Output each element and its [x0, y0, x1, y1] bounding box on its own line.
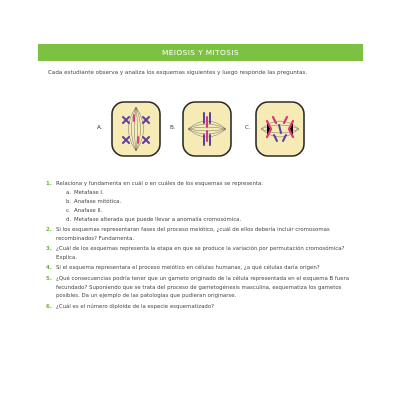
figure-label-c: C.	[245, 125, 251, 131]
question-item	[46, 245, 362, 263]
question-item	[46, 303, 362, 312]
question-text: Si el esquema representara el proceso meiótico en células humanas, ¿a qué células daría origen?	[56, 265, 320, 272]
question-number: 5.	[46, 275, 52, 282]
question-item	[46, 264, 362, 273]
title-banner	[38, 44, 363, 61]
sub-item-text: Metafase alterada que puede llevar a anomalía cromosómica.	[74, 216, 242, 223]
question-text: ¿Cuál es el número diploide de la especie esquematizado?	[56, 303, 214, 310]
sub-item-text: Anafase mitótica.	[74, 198, 122, 205]
question-text	[56, 180, 362, 225]
question-list	[46, 180, 362, 313]
cell-membrane	[112, 102, 160, 156]
sub-item	[56, 189, 362, 198]
question-number: 4.	[46, 265, 52, 272]
figure-label-a: A.	[97, 125, 103, 131]
cell-diagram-a	[109, 99, 163, 159]
question-number: 6.	[46, 303, 52, 310]
question-number: 2.	[46, 226, 52, 233]
question-text: Si los esquemas representaran fases del proceso meiótico, ¿cuál de ellos debería incluir cromosomas recombinados? Fundamenta.	[56, 226, 330, 242]
cell-diagram-c	[253, 99, 307, 159]
sub-item	[56, 198, 362, 207]
sub-item	[56, 216, 362, 225]
cell-membrane	[183, 102, 231, 156]
question-number: 3.	[46, 246, 52, 253]
figure-label-b: B.	[170, 125, 176, 131]
sub-item-letter: b.	[66, 198, 72, 205]
sub-item-text: Anafase II.	[74, 207, 103, 214]
question-text: ¿Qué consecuencias podría tener que un gameto originado de la célula representada en el esquema B fuera fecundado? Suponiendo que se trata del proceso de gametogénesis masculina, esquematiza los gametos posibles. Da un ejemplo de las patologías que pudieran originarse.	[56, 275, 350, 300]
question-item	[46, 275, 362, 302]
sub-item-letter: d.	[66, 216, 72, 223]
question-text-main: Relaciona y fundamenta en cuál o en cuáles de los esquemas se representa:	[56, 181, 264, 187]
question-text: ¿Cuál de los esquemas representa la etapa en que se produce la variación por permutación cromosómica? Explica.	[56, 246, 345, 262]
sub-item-text: Metafase I.	[74, 189, 104, 196]
sub-item	[56, 207, 362, 216]
question-item	[46, 180, 362, 225]
page-title: MEIOSIS Y MITOSIS	[161, 48, 240, 57]
intro-text: Cada estudiante observa y analiza los esquemas siguientes y luego responde las preguntas.	[48, 70, 308, 76]
question-number: 1.	[46, 181, 52, 187]
sub-item-letter: c.	[66, 207, 71, 214]
cell-diagram-b	[180, 99, 234, 159]
question-item	[46, 226, 362, 244]
sub-item-letter: a.	[66, 189, 72, 196]
